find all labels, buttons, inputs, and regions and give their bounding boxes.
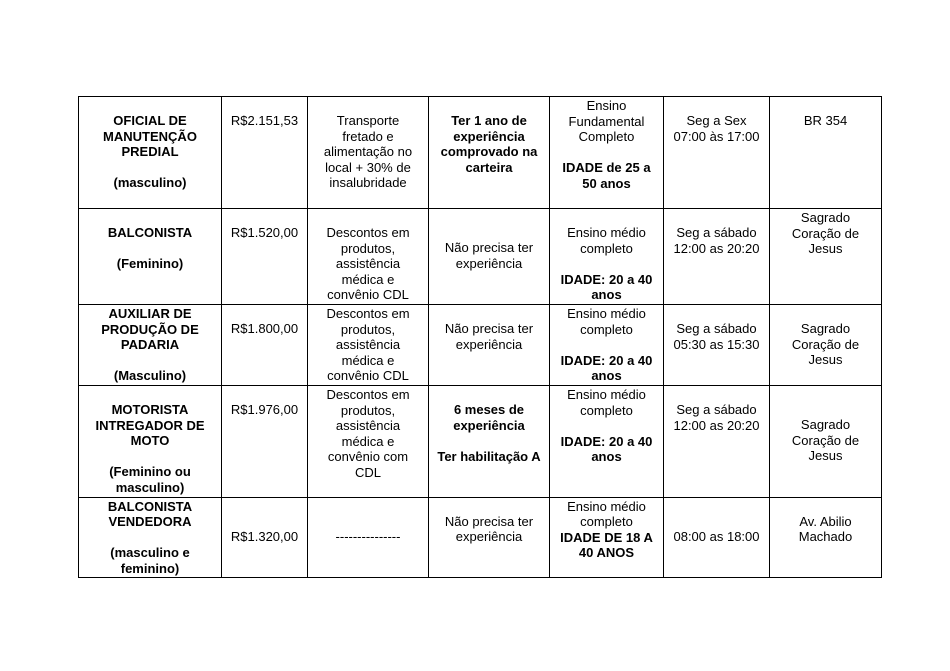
job-title-cell: BALCONISTA (Feminino) [79, 209, 222, 305]
table-row [79, 304, 882, 385]
salary-cell: R$1.520,00 [222, 209, 308, 305]
education-cell: Ensino Fundamental Completo IDADE de 25 a 50 anos [550, 97, 664, 209]
benefits-cell: Descontos em produtos, assistência médica e convênio CDL [308, 304, 429, 385]
education-cell: Ensino médio completo IDADE: 20 a 40 anos [550, 304, 664, 385]
job-title-cell: BALCONISTA VENDEDORA (masculino e feminino) [79, 497, 222, 578]
salary-cell: R$1.800,00 [222, 304, 308, 385]
table-row [79, 497, 882, 578]
experience-cell: 6 meses de experiência Ter habilitação A [429, 385, 550, 497]
benefits-cell: Descontos em produtos, assistência médica e convênio com CDL [308, 385, 429, 497]
experience-cell: Não precisa ter experiência [429, 497, 550, 578]
education-cell: Ensino médio completo IDADE: 20 a 40 anos [550, 209, 664, 305]
education-cell: Ensino médio completo IDADE: 20 a 40 anos [550, 385, 664, 497]
location-cell: Sagrado Coração de Jesus [770, 304, 882, 385]
location-cell: Sagrado Coração de Jesus [770, 209, 882, 305]
table-row [79, 97, 882, 209]
salary-cell: R$1.976,00 [222, 385, 308, 497]
location-cell: Av. Abilio Machado [770, 497, 882, 578]
schedule-cell: 08:00 as 18:00 [664, 497, 770, 578]
location-cell: BR 354 [770, 97, 882, 209]
experience-cell: Ter 1 ano de experiência comprovado na carteira [429, 97, 550, 209]
location-cell: Sagrado Coração de Jesus [770, 385, 882, 497]
experience-cell: Não precisa ter experiência [429, 209, 550, 305]
salary-cell: R$1.320,00 [222, 497, 308, 578]
schedule-cell: Seg a sábado 05:30 as 15:30 [664, 304, 770, 385]
table-row [79, 209, 882, 305]
schedule-cell: Seg a sábado 12:00 as 20:20 [664, 209, 770, 305]
job-title-cell: MOTORISTA INTREGADOR DE MOTO (Feminino ou masculino) [79, 385, 222, 497]
benefits-cell: Transporte fretado e alimentação no local + 30% de insalubridade [308, 97, 429, 209]
job-title-cell: OFICIAL DE MANUTENÇÃO PREDIAL (masculino) [79, 97, 222, 209]
job-listings-table [78, 96, 882, 578]
schedule-cell: Seg a Sex 07:00 às 17:00 [664, 97, 770, 209]
job-title-cell: AUXILIAR DE PRODUÇÃO DE PADARIA (Masculino) [79, 304, 222, 385]
experience-cell: Não precisa ter experiência [429, 304, 550, 385]
benefits-cell: --------------- [308, 497, 429, 578]
schedule-cell: Seg a sábado 12:00 as 20:20 [664, 385, 770, 497]
salary-cell: R$2.151,53 [222, 97, 308, 209]
benefits-cell: Descontos em produtos, assistência médica e convênio CDL [308, 209, 429, 305]
table-row [79, 385, 882, 497]
education-cell: Ensino médio completo IDADE DE 18 A 40 ANOS [550, 497, 664, 578]
